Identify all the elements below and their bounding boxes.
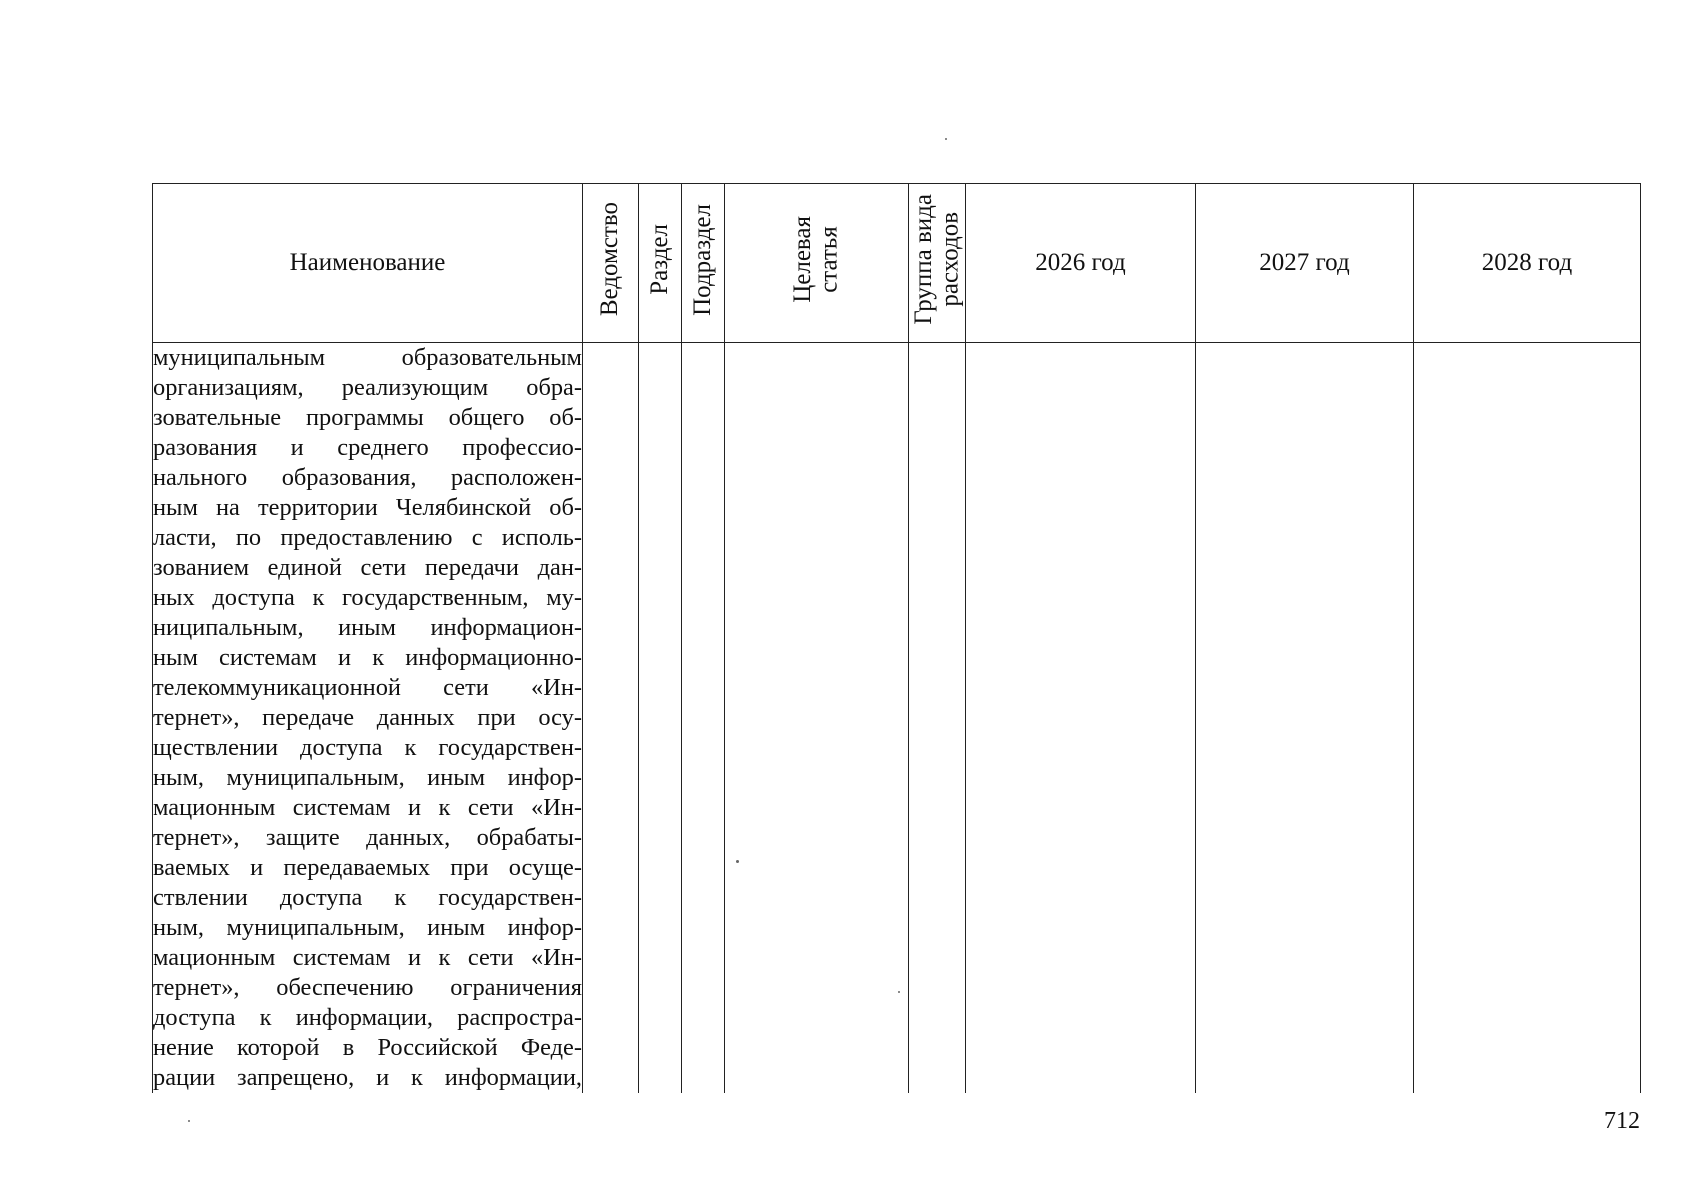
scan-speck xyxy=(736,860,739,863)
description-line: ным, муниципальным, иным инфор- xyxy=(153,914,582,941)
description-line: организациям, реализующим обра- xyxy=(153,374,582,401)
description-line: ществлении доступа к государствен- xyxy=(153,734,582,761)
cell-department xyxy=(583,343,639,1094)
header-year-2028: 2028 год xyxy=(1414,184,1641,343)
description-line: рации запрещено, и к информации, xyxy=(153,1064,582,1091)
header-year-2027: 2027 год xyxy=(1196,184,1414,343)
header-subsection: Подраздел xyxy=(682,184,725,343)
table-header-row xyxy=(153,184,1641,343)
header-expense-group-line: расходов xyxy=(936,212,963,307)
description-line: ниципальным, иным информацион- xyxy=(153,614,582,641)
cell-subsection xyxy=(682,343,725,1094)
description-line: тернет», передаче данных при осу- xyxy=(153,704,582,731)
scan-speck xyxy=(898,991,900,993)
description-line: доступа к информации, распростра- xyxy=(153,1004,582,1031)
description-line: мационным системам и к сети «Ин- xyxy=(153,944,582,971)
header-department: Ведомство xyxy=(583,184,639,343)
description-line: ваемых и передаваемых при осуще- xyxy=(153,854,582,881)
header-year-2026: 2026 год xyxy=(966,184,1196,343)
cell-year-2026 xyxy=(966,343,1196,1094)
cell-target-article xyxy=(725,343,909,1094)
description-line: ствлении доступа к государствен- xyxy=(153,884,582,911)
row-description xyxy=(153,343,582,1093)
description-line: ным, муниципальным, иным инфор- xyxy=(153,764,582,791)
scan-speck xyxy=(945,138,947,140)
header-expense-group-line: Группа вида xyxy=(909,194,937,325)
header-target-article xyxy=(725,184,909,343)
description-line: ных доступа к государственным, му- xyxy=(153,584,582,611)
cell-name xyxy=(153,343,583,1094)
header-section: Раздел xyxy=(639,184,682,343)
description-line: ным системам и к информационно- xyxy=(153,644,582,671)
description-line: ным на территории Челябинской об- xyxy=(153,494,582,521)
table-row xyxy=(153,343,1641,1094)
header-target-article-line: Целевая xyxy=(789,216,817,303)
cell-year-2027 xyxy=(1196,343,1414,1094)
description-line: нение которой в Российской Феде- xyxy=(153,1034,582,1061)
header-expense-group xyxy=(909,184,966,343)
header-name: Наименование xyxy=(153,184,583,343)
description-line: ласти, по предоставлению с исполь- xyxy=(153,524,582,551)
description-line: муниципальным образовательным xyxy=(153,344,582,371)
header-target-article-line: статья xyxy=(815,226,843,293)
budget-table xyxy=(152,183,1641,1093)
scan-speck xyxy=(188,1120,190,1122)
description-line: тернет», обеспечению ограничения xyxy=(153,974,582,1001)
description-line: мационным системам и к сети «Ин- xyxy=(153,794,582,821)
description-line: телекоммуникационной сети «Ин- xyxy=(153,674,582,701)
description-line: разования и среднего профессио- xyxy=(153,434,582,461)
cell-expense-group xyxy=(909,343,966,1094)
description-line: зованием единой сети передачи дан- xyxy=(153,554,582,581)
cell-section xyxy=(639,343,682,1094)
description-line: тернет», защите данных, обрабаты- xyxy=(153,824,582,851)
description-line: зовательные программы общего об- xyxy=(153,404,582,431)
description-line: нального образования, расположен- xyxy=(153,464,582,491)
cell-year-2028 xyxy=(1414,343,1641,1094)
page-number: 712 xyxy=(1604,1108,1640,1134)
